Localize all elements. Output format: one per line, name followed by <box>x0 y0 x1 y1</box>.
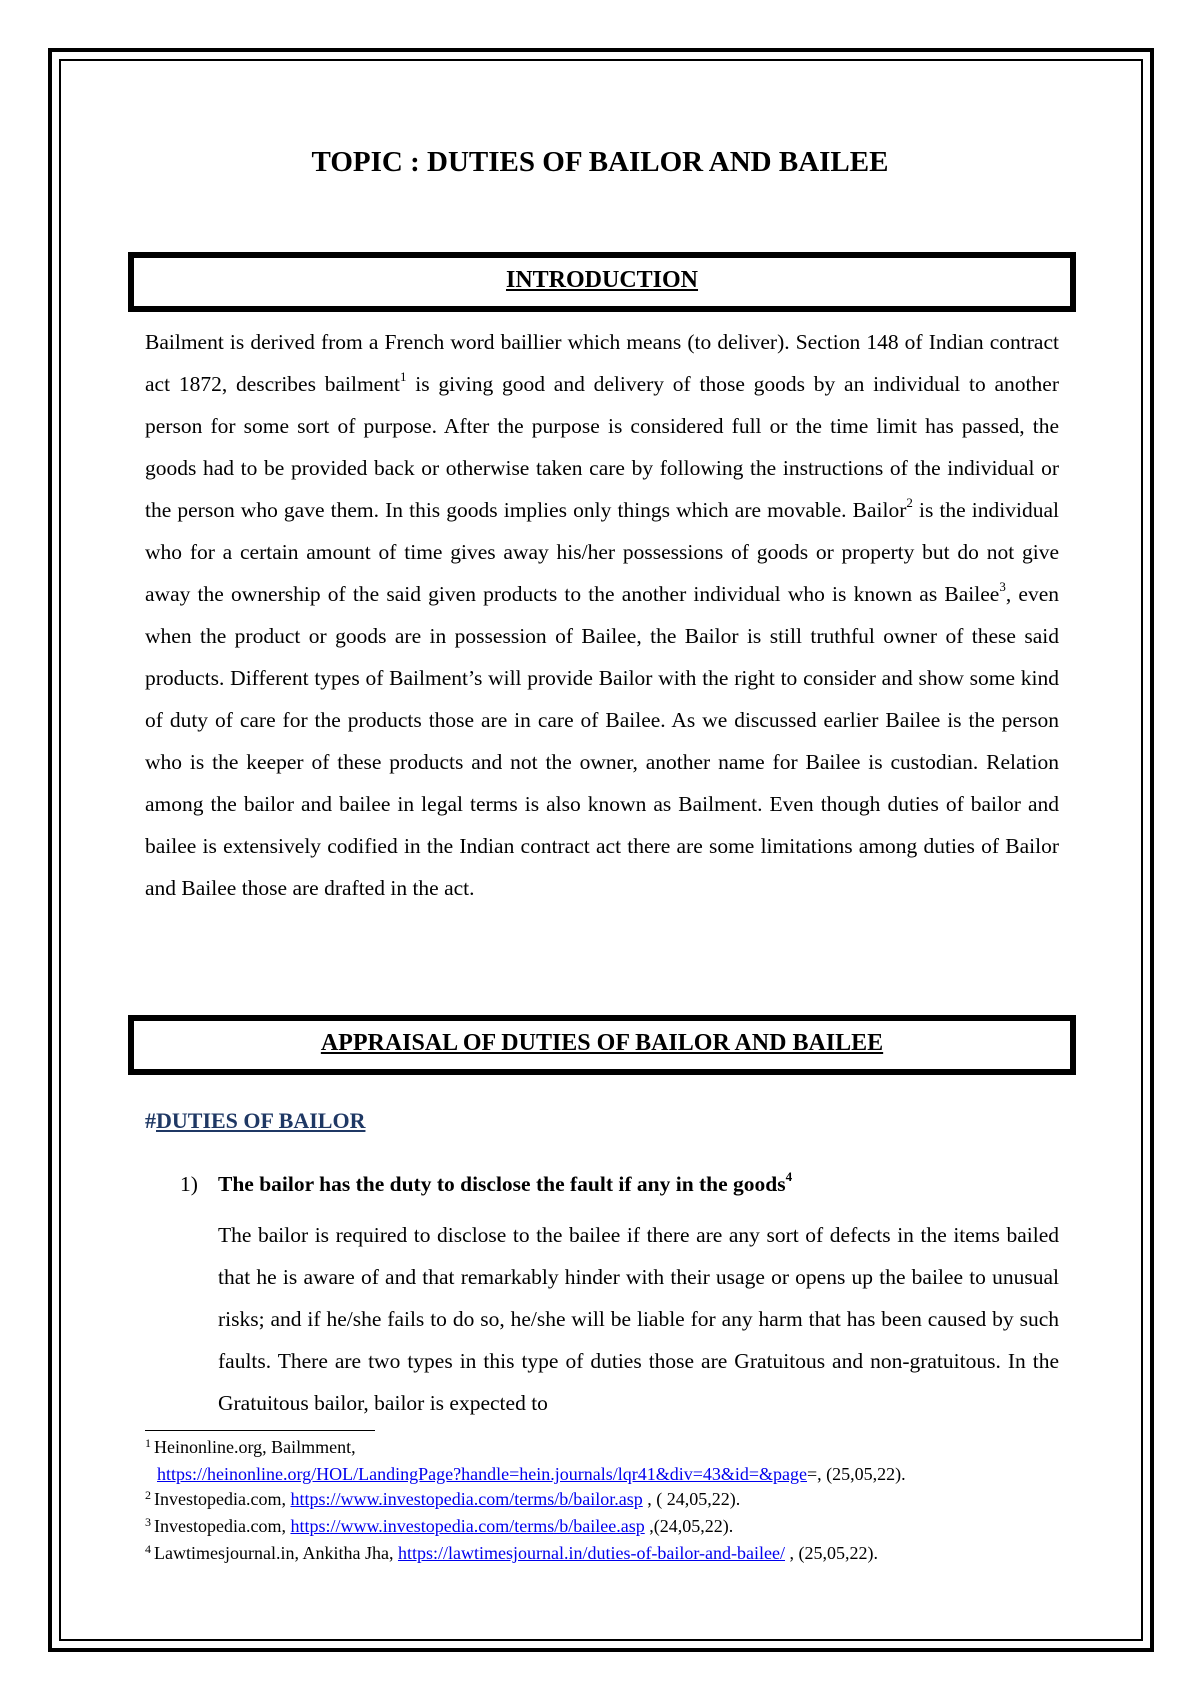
footnote-date: , (25,05,22). <box>785 1543 879 1563</box>
duty-item-title <box>218 1168 793 1197</box>
footnote-date: , ( 24,05,22). <box>642 1489 741 1509</box>
footnote-ref-3[interactable]: 3 <box>999 578 1006 594</box>
footnote-1 <box>145 1435 1059 1462</box>
footnote-1-link-line <box>145 1462 1059 1487</box>
footnote-source: Investopedia.com, <box>154 1516 291 1536</box>
footnote-3 <box>145 1514 1059 1541</box>
footnote-date: =, (25,05,22). <box>807 1464 906 1484</box>
footnote-date: ,(24,05,22). <box>644 1516 734 1536</box>
footnote-ref-1[interactable]: 1 <box>399 368 407 384</box>
footnote-link[interactable]: https://lawtimesjournal.in/duties-of-bailor-and-bailee/ <box>397 1543 786 1563</box>
duty-item-title-text: The bailor has the duty to disclose the fault if any in the goods <box>218 1172 786 1196</box>
duty-item-text: The bailor is required to disclose to the bailee if there are any sort of defects in the items bailed that he is aware of and that remarkably hinder with their usage or opens up the bailee to unusual risks; and if he/she fails to do so, he/she will be liable for any harm that has been caused by such faults. There are two types in this type of duties those are Gratuitous and non-gratuitous. In the Gratuitous bailor, bailor is expected to <box>218 1223 1059 1415</box>
footnote-number: 3 <box>145 1515 151 1529</box>
footnote-separator <box>145 1430 375 1431</box>
footnote-link[interactable]: https://www.investopedia.com/terms/b/bailee.asp <box>290 1516 645 1536</box>
footnote-link[interactable]: https://heinonline.org/HOL/LandingPage?handle=hein.journals/lqr41&div=43&id=&page <box>157 1464 808 1484</box>
page-title: TOPIC : DUTIES OF BAILOR AND BAILEE <box>311 146 889 178</box>
footnote-ref-2[interactable]: 2 <box>906 494 913 510</box>
duties-heading-hash: # <box>145 1108 156 1133</box>
footnote-source: Lawtimesjournal.in, Ankitha Jha, <box>154 1543 398 1563</box>
intro-text-part-3: is the individual who for a certain amount of time gives away his/her possessions of goods or property but do not give away the ownership of the said given products to the another individual who is known as Bailee <box>145 498 1059 606</box>
footnote-number: 4 <box>145 1542 151 1556</box>
footnote-number: 2 <box>145 1488 151 1502</box>
intro-text-part-2: is giving good and delivery of those goods by an individual to another person for some sort of purpose. After the purpose is considered full or the time limit has passed, the goods had to be provided back or otherwise taken care by following the instructions of the individual or the person who gave them. In this goods implies only things which are movable. Bailor <box>145 372 1059 522</box>
footnote-number: 1 <box>145 1436 151 1450</box>
duties-heading-text: DUTIES OF BAILOR <box>156 1108 366 1133</box>
duties-of-bailor-heading <box>145 1108 365 1134</box>
introduction-heading-box <box>128 252 1076 312</box>
appraisal-heading-box <box>128 1015 1076 1075</box>
footnote-4 <box>145 1541 1059 1568</box>
footnote-ref-4[interactable]: 4 <box>785 1168 793 1184</box>
appraisal-heading: APPRAISAL OF DUTIES OF BAILOR AND BAILEE <box>320 1030 884 1056</box>
footnotes-list <box>145 1435 1059 1568</box>
footnote-source: Heinonline.org, Bailmment, <box>154 1437 356 1457</box>
intro-text-part-1: Bailment is derived from a French word baillier which means (to deliver). Section 148 of Indian contract act 1872, describes bailment <box>145 330 1059 396</box>
footnote-2 <box>145 1487 1059 1514</box>
introduction-paragraph <box>145 321 1059 909</box>
footnote-source: Investopedia.com, <box>154 1489 291 1509</box>
introduction-heading: INTRODUCTION <box>505 267 699 293</box>
footnote-link[interactable]: https://www.investopedia.com/terms/b/bailor.asp <box>290 1489 643 1509</box>
intro-text-part-4: , even when the product or goods are in possession of Bailee, the Bailor is still truthful owner of these said products. Different types of Bailment’s will provide Bailor with the right to consider and show some kind of duty of care for the products those are in care of Bailee. As we discussed earlier Bailee is the person who is the keeper of these products and not the owner, another name for Bailee is custodian. Relation among the bailor and bailee in legal terms is also known as Bailment. Even though duties of bailor and bailee is extensively codified in the Indian contract act there are some limitations among duties of Bailor and Bailee those are drafted in the act. <box>145 582 1059 900</box>
duty-item-number: 1) <box>180 1172 198 1196</box>
